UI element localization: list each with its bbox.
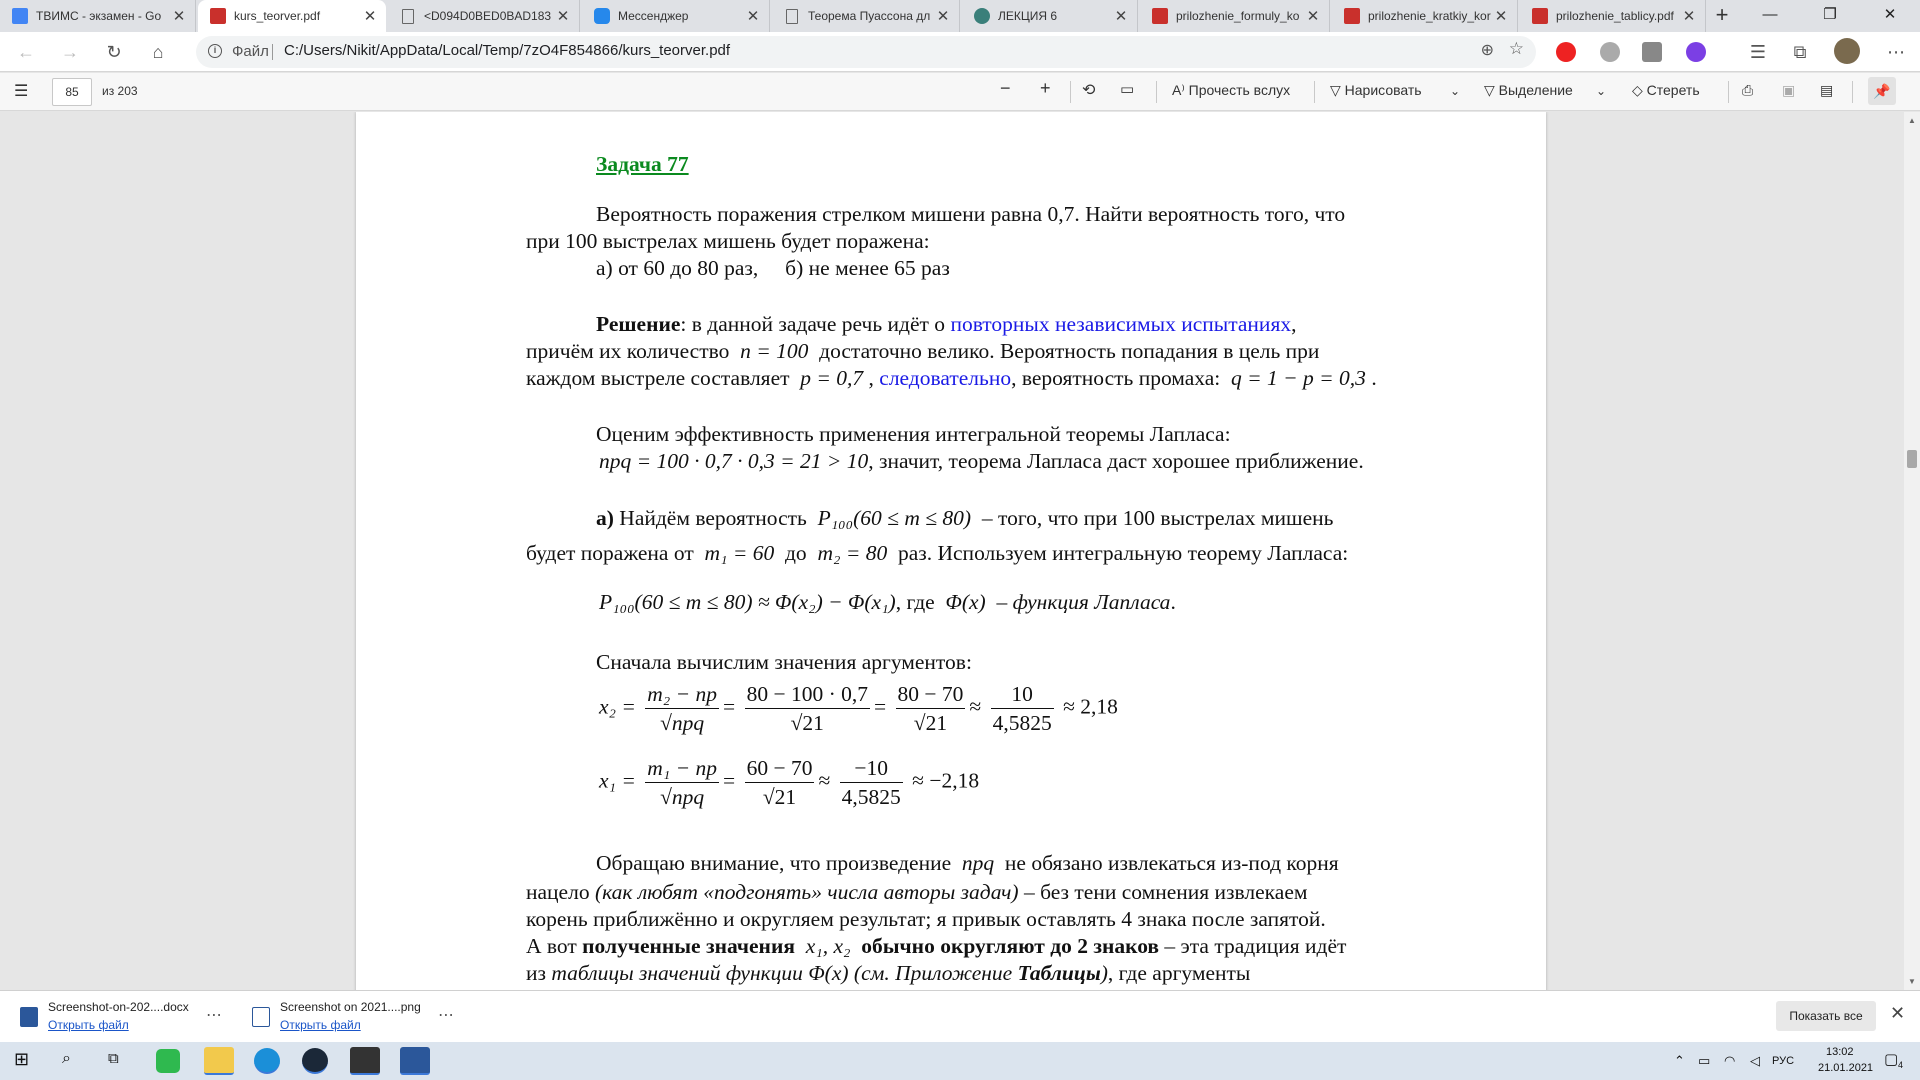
formula: p = 0,7 xyxy=(800,366,864,390)
lecture-icon xyxy=(974,8,990,24)
highlight-button[interactable] xyxy=(1484,82,1573,99)
part-label: а) xyxy=(596,506,614,530)
close-icon[interactable]: ✕ xyxy=(556,8,570,25)
messenger-icon xyxy=(594,8,610,24)
open-file-link[interactable]: Открыть файл xyxy=(280,1018,361,1032)
more-options-icon[interactable]: ⋯ xyxy=(206,1007,223,1024)
tab-messenger[interactable] xyxy=(582,0,770,32)
divider xyxy=(1070,81,1071,103)
formula: m₁ = 60 xyxy=(704,541,775,565)
note-line xyxy=(526,880,1308,905)
text: полученные значения xyxy=(582,934,795,958)
download-name: Screenshot-on-202....docx xyxy=(48,1000,189,1014)
text: . xyxy=(1170,590,1176,614)
fraction xyxy=(745,680,870,737)
denominator: √21 xyxy=(790,711,824,735)
read-aloud-icon: A⁾ xyxy=(1172,82,1189,98)
tab-title: Мессенджер xyxy=(618,9,689,23)
read-aloud-button[interactable] xyxy=(1172,82,1290,99)
formula: x₂ = xyxy=(599,694,636,719)
close-icon[interactable]: ✕ xyxy=(1890,1003,1906,1023)
tab-kurs-teorver[interactable] xyxy=(198,0,386,32)
erase-label: Стереть xyxy=(1646,82,1700,98)
favorites-icon[interactable]: ☰ xyxy=(1749,42,1767,62)
zoom-out-icon[interactable]: − xyxy=(1000,78,1011,98)
text: – того, что при 100 выстрелах мишень xyxy=(981,506,1334,530)
formula: P₁₀₀(60 ≤ m ≤ 80) ≈ Φ(x₂) − Φ(x₁) xyxy=(599,590,896,614)
text: – без тени сомнения извлекаем xyxy=(1023,880,1308,904)
link-independent-trials[interactable]: повторных независимых испытаниях xyxy=(950,312,1292,336)
text: ) xyxy=(1100,961,1108,985)
tab-title: kurs_teorver.pdf xyxy=(234,9,321,23)
file-explorer-icon[interactable] xyxy=(204,1047,234,1075)
search-icon[interactable]: ⌕ xyxy=(62,1050,71,1067)
numerator: −10 xyxy=(840,754,903,783)
text: – функция Лапласа xyxy=(996,590,1171,614)
part-a-line xyxy=(596,506,1333,531)
highlight-label: Выделение xyxy=(1498,82,1573,98)
tab-tvims[interactable] xyxy=(0,0,196,32)
extension-icon[interactable] xyxy=(1642,42,1662,62)
clock-date[interactable]: 21.01.2021 xyxy=(1818,1062,1874,1074)
collections-icon[interactable]: ⧉ xyxy=(1793,42,1807,62)
numerator: 60 − 70 xyxy=(745,754,815,783)
text: таблицы значений функции xyxy=(551,961,803,985)
pdf-page xyxy=(356,112,1546,990)
close-icon[interactable]: ✕ xyxy=(1114,8,1128,25)
denominator: √npq xyxy=(660,711,705,735)
wifi-icon[interactable]: ◠ xyxy=(1724,1053,1736,1068)
more-options-icon[interactable]: ⋯ xyxy=(438,1007,455,1024)
image-file-icon xyxy=(252,1007,270,1027)
print-icon[interactable]: ⎙ xyxy=(1742,82,1754,98)
divider xyxy=(1852,81,1853,103)
text: Сначала вычислим значения аргументов: xyxy=(596,650,972,674)
divider xyxy=(1728,81,1729,103)
draw-icon: ▽ xyxy=(1330,82,1345,98)
option-b: б) не менее 65 раз xyxy=(785,256,950,280)
save-as-icon[interactable]: ▤ xyxy=(1820,82,1834,98)
solution-line xyxy=(526,339,1319,364)
scroll-down-icon[interactable]: ▼ xyxy=(1908,977,1916,986)
text: не обязано извлекаться из-под корня xyxy=(1004,851,1339,875)
open-file-link[interactable]: Открыть файл xyxy=(48,1018,129,1032)
text: (см. Приложение xyxy=(853,961,1013,985)
omnibox[interactable] xyxy=(196,36,1536,68)
text: достаточно велико. Вероятность попадания в цель при xyxy=(819,339,1320,363)
text: , xyxy=(868,366,874,390)
close-icon[interactable]: ✕ xyxy=(746,8,760,25)
maximize-button[interactable]: ❐ xyxy=(1823,6,1837,23)
eraser-icon: ◇ xyxy=(1632,82,1647,98)
clock-time[interactable]: 13:02 xyxy=(1826,1046,1854,1058)
text: , значит, теорема Лапласа даст хорошее приближение. xyxy=(868,449,1364,473)
formula: x₁, x₂ xyxy=(805,934,851,958)
fit-page-icon[interactable]: ▭ xyxy=(1120,81,1135,98)
draw-button[interactable] xyxy=(1330,82,1422,99)
scheme-label: Файл xyxy=(232,43,269,60)
page-number-input[interactable]: 85 xyxy=(52,78,92,106)
denominator: √21 xyxy=(913,711,948,735)
pdf-icon xyxy=(1532,8,1548,24)
tab-kratkiy[interactable] xyxy=(1332,0,1518,32)
erase-button[interactable] xyxy=(1632,82,1700,99)
text: (как любят «подгонять» числа авторы задач) xyxy=(594,880,1019,904)
pin-toolbar-icon[interactable]: 📌 xyxy=(1868,77,1896,105)
text: нацело xyxy=(526,880,590,904)
tab-d094[interactable] xyxy=(388,0,580,32)
windows-start-icon[interactable]: ⊞ xyxy=(14,1049,30,1069)
edge-icon[interactable] xyxy=(254,1048,280,1074)
scrollbar-thumb[interactable] xyxy=(1907,450,1917,468)
note-line xyxy=(526,934,1346,959)
divider xyxy=(1156,81,1157,103)
text: обычно округляют до 2 знаков xyxy=(861,934,1160,958)
problem-options xyxy=(596,256,950,281)
close-icon[interactable]: ✕ xyxy=(936,8,950,25)
formula: P₁₀₀(60 ≤ m ≤ 80) xyxy=(817,506,972,530)
x2-formula: x₂ = $\frac{\text{m₂ − np}}{\text{√npq}}$ = $\frac{80 - 100 \cdot 0,7}{√21}$ = $\frac{80 - 70}{√21}$ ≈ $\frac{10}{4,5825}$ ≈ 2,18 xyxy=(599,682,1118,735)
laplace-line xyxy=(599,590,1176,615)
tab-formuly[interactable] xyxy=(1140,0,1330,32)
tab-poisson[interactable] xyxy=(772,0,960,32)
home-icon[interactable]: ⌂ xyxy=(152,42,164,62)
text: Найдём вероятность xyxy=(619,506,807,530)
show-all-button[interactable]: Показать все xyxy=(1776,1001,1876,1031)
pdf-toolbar xyxy=(0,73,1920,111)
downloads-bar xyxy=(0,990,1920,1042)
formula: n = 100 xyxy=(740,339,809,363)
battery-icon[interactable]: ▭ xyxy=(1698,1053,1711,1068)
formula: Φ(x) xyxy=(808,961,849,985)
numerator: m₂ − np xyxy=(645,680,719,709)
tab-lecture[interactable] xyxy=(962,0,1138,32)
sync-extension-icon[interactable] xyxy=(1686,42,1706,62)
docs-icon xyxy=(12,8,28,24)
notifications-icon[interactable]: ▢ xyxy=(1884,1051,1899,1068)
highlight-icon: ▽ xyxy=(1484,82,1499,98)
formula: npq xyxy=(961,851,995,875)
avatar[interactable] xyxy=(1834,38,1860,64)
formula: x₁ = xyxy=(599,768,636,793)
rotate-icon[interactable]: ⟲ xyxy=(1082,82,1096,99)
numerator: m₁ − np xyxy=(645,754,719,783)
download-name: Screenshot on 2021....png xyxy=(280,1000,421,1014)
tab-title: prilozhenie_formuly_ko xyxy=(1176,9,1300,23)
numerator: 80 − 70 xyxy=(896,680,966,709)
url-text[interactable]: C:/Users/Nikit/AppData/Local/Temp/7zO4F854866/kurs_teorver.pdf xyxy=(284,42,731,59)
zoom-icon[interactable]: ⊕ xyxy=(1480,42,1494,59)
close-icon[interactable]: ✕ xyxy=(1306,8,1320,25)
text: Таблицы xyxy=(1017,961,1101,985)
x1-formula: x₁ = $\frac{\text{m₁ − np}}{\text{√npq}}$ = $\frac{60 - 70}{√21}$ ≈ $\frac{-10}{4,5825}$ ≈ −2,18 xyxy=(599,756,980,809)
solution-label: Решение xyxy=(596,312,681,336)
tab-title: Теорема Пуассона дл xyxy=(808,9,931,23)
close-icon[interactable]: ✕ xyxy=(1682,8,1696,25)
vertical-scrollbar[interactable] xyxy=(1904,112,1920,990)
scroll-up-icon[interactable]: ▲ xyxy=(1908,116,1916,125)
formula: m₂ = 80 xyxy=(817,541,888,565)
text: раз. Используем интегральную теорему Лапласа: xyxy=(897,541,1349,565)
pdf-icon xyxy=(1344,8,1360,24)
denominator: 4,5825 xyxy=(841,785,901,809)
problem-title: Задача 77 xyxy=(596,152,689,176)
tab-title: ТВИМС - экзамен - Go xyxy=(36,9,162,23)
notification-count: 4 xyxy=(1898,1060,1904,1070)
info-icon[interactable]: i xyxy=(208,44,222,58)
denominator: 4,5825 xyxy=(992,711,1052,735)
download-item[interactable] xyxy=(20,997,230,1037)
minimize-button[interactable]: — xyxy=(1762,6,1778,23)
close-window-button[interactable]: ✕ xyxy=(1883,6,1897,23)
reload-icon[interactable]: ↻ xyxy=(106,42,122,62)
fraction xyxy=(645,754,719,811)
text: . xyxy=(1371,366,1377,390)
word-icon[interactable] xyxy=(400,1047,430,1075)
back-icon[interactable]: ← xyxy=(17,42,35,62)
tab-bar xyxy=(0,0,1920,32)
text: – эта традиция идёт xyxy=(1164,934,1347,958)
volume-icon[interactable]: ◁ xyxy=(1750,1053,1760,1068)
draw-label: Нарисовать xyxy=(1344,82,1422,98)
text: : в данной задаче речь идёт о xyxy=(680,312,951,336)
file-icon xyxy=(402,9,414,24)
text: из xyxy=(526,961,546,985)
read-aloud-label: Прочесть вслух xyxy=(1188,82,1291,98)
divider xyxy=(272,44,273,60)
part-a-line xyxy=(526,541,1348,566)
bookmark-star-icon[interactable]: ☆ xyxy=(1508,39,1524,58)
opera-extension-icon[interactable] xyxy=(1556,42,1576,62)
tab-title: prilozhenie_kratkiy_kor xyxy=(1368,9,1491,23)
text: , где xyxy=(895,590,935,614)
text: будет поражена от xyxy=(526,541,694,565)
taskbar xyxy=(0,1042,1920,1080)
text: причём их количество xyxy=(526,339,730,363)
text: Обращаю внимание, что произведение xyxy=(596,851,952,875)
note-line xyxy=(596,851,1339,876)
contents-icon[interactable]: ☰ xyxy=(14,83,29,100)
address-bar xyxy=(0,32,1920,72)
note-line: корень приближённо и округляем результат; я привык оставлять 4 знака после запятой. xyxy=(526,907,1326,931)
formula: npq = 100 · 0,7 · 0,3 = 21 > 10 xyxy=(599,449,869,473)
numerator: 10 xyxy=(991,680,1054,709)
tab-title: ЛЕКЦИЯ 6 xyxy=(998,9,1058,23)
forward-icon[interactable]: → xyxy=(61,42,79,62)
fraction xyxy=(991,680,1054,737)
new-tab-button[interactable]: + xyxy=(1715,2,1729,27)
menu-dots-icon[interactable]: ⋯ xyxy=(1887,42,1905,62)
link-consequently[interactable]: следовательно xyxy=(879,366,1012,390)
result: ≈ −2,18 xyxy=(912,768,980,793)
formula: q = 1 − p = 0,3 xyxy=(1231,366,1366,390)
denominator: √npq xyxy=(660,785,705,809)
chevron-down-icon[interactable]: ⌄ xyxy=(1450,84,1461,98)
text: , вероятность промаха: xyxy=(1011,366,1221,390)
word-file-icon xyxy=(20,1007,38,1027)
solution-line xyxy=(526,366,1377,391)
text: А вот xyxy=(526,934,577,958)
tab-title: prilozhenie_tablicy.pdf xyxy=(1556,9,1674,23)
vpn-extension-icon[interactable] xyxy=(1600,42,1620,62)
note-line xyxy=(526,961,1250,986)
close-icon[interactable]: ✕ xyxy=(1494,8,1508,25)
close-icon[interactable]: ✕ xyxy=(363,8,377,25)
solution-line xyxy=(596,312,1296,337)
language-indicator[interactable]: РУС xyxy=(1772,1055,1795,1067)
denominator: √21 xyxy=(762,785,797,809)
task-view-icon[interactable]: ⧉ xyxy=(108,1050,119,1067)
formula: Φ(x) xyxy=(945,590,986,614)
text: , xyxy=(1291,312,1297,336)
7zip-icon[interactable] xyxy=(350,1047,380,1075)
divider xyxy=(1314,81,1315,103)
fraction xyxy=(645,680,719,737)
fraction xyxy=(896,680,966,737)
option-a: а) от 60 до 80 раз, xyxy=(596,256,759,280)
fraction xyxy=(840,754,903,811)
problem-text: Вероятность поражения стрелком мишени равна 0,7. Найти вероятность того, что xyxy=(596,202,1346,226)
fraction xyxy=(745,754,815,811)
download-item[interactable] xyxy=(252,997,462,1037)
text: , где аргументы xyxy=(1107,961,1251,985)
text: каждом выстреле составляет xyxy=(526,366,790,390)
app-green-icon[interactable] xyxy=(156,1049,180,1073)
save-icon[interactable]: ▣ xyxy=(1782,82,1796,98)
file-icon xyxy=(786,9,798,24)
chevron-up-icon[interactable]: ⌃ xyxy=(1674,1053,1685,1068)
pdf-viewer[interactable] xyxy=(0,112,1904,990)
text: Оценим эффективность применения интегральной теоремы Лапласа: xyxy=(596,422,1231,446)
chevron-down-icon[interactable]: ⌄ xyxy=(1596,84,1607,98)
tab-tablicy[interactable] xyxy=(1520,0,1706,32)
page-count: из 203 xyxy=(102,84,138,98)
close-icon[interactable]: ✕ xyxy=(172,8,186,25)
problem-text: при 100 выстрелах мишень будет поражена: xyxy=(526,229,930,253)
pdf-icon xyxy=(1152,8,1168,24)
text: до xyxy=(784,541,807,565)
tab-title: <D094D0BED0BAD183 xyxy=(424,9,552,23)
pdf-icon xyxy=(210,8,226,24)
steam-icon[interactable] xyxy=(302,1048,328,1074)
numerator: 80 − 100 · 0,7 xyxy=(745,680,870,709)
result: ≈ 2,18 xyxy=(1063,694,1118,719)
zoom-in-icon[interactable]: + xyxy=(1040,78,1051,98)
estimate-line xyxy=(599,449,1364,474)
